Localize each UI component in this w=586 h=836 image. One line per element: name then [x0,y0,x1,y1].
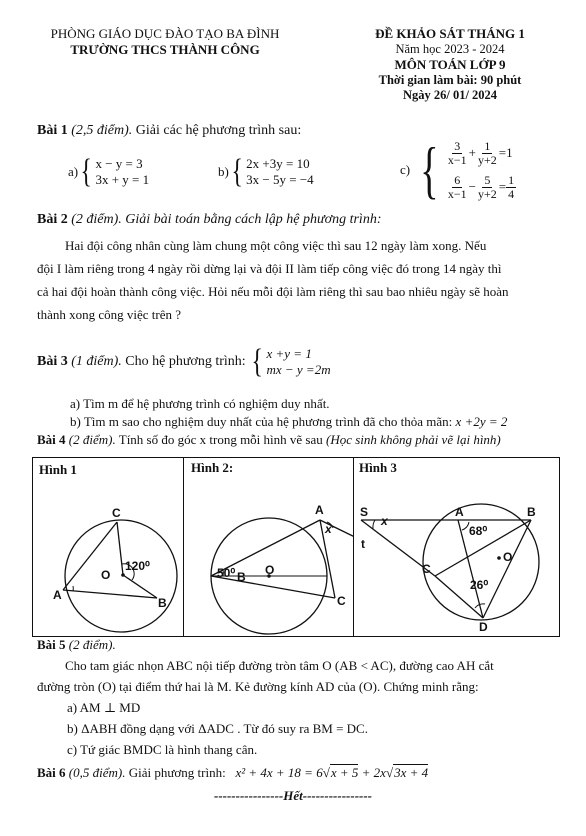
fig2-label-t: t [361,537,365,551]
fig2-label-b: B [237,570,246,584]
bai3-part-b: b) Tìm m sao cho nghiệm duy nhất của hệ phương trình đã cho thỏa mãn: x +2y = 2 [70,414,508,429]
figure-2 [183,458,353,636]
fig2-label-o: O [265,563,275,577]
fig3-label-a: A [455,505,464,519]
bai1-heading: Bài 1 (2,5 điểm). Giải các hệ phương trình sau: [37,123,302,138]
bai2-body: Hai đội công nhân cùng làm chung một công việc thì sau 12 ngày làm xong. Nếu đội I làm riêng trong 4 ngày rồi dừng lại và đội II làm tiếp công việc đó trong 14 ngày thì cả hai đội hoàn thành công việc. Hỏi nếu mỗi đội làm riêng thì sau bao nhiêu ngày sẽ hoàn thành xong công việc trên ? [37,238,509,322]
fig3-label-o: O [503,550,513,564]
fig1-angle-label: 120⁰ [125,559,150,573]
bai5-heading: Bài 5 (2 điểm). [37,637,116,652]
fig3-angle-68: 68⁰ [469,524,488,538]
fig3-label-x: x [381,514,388,528]
fig2-title: Hình 2: [191,460,234,475]
fig1-label-a: A [53,588,62,602]
fig1-title: Hình 1 [39,462,77,477]
fig3-label-c: C [422,562,431,576]
school-year: Năm học 2023 - 2024 [395,42,505,56]
fig3-label-s: S [360,505,369,519]
dept-name: PHÒNG GIÁO DỤC ĐÀO TẠO BA ĐÌNH [50,26,280,41]
fig2-label-x: x [325,522,332,536]
school-name: TRƯỜNG THCS THÀNH CÔNG [70,42,260,57]
fig2-angle-label: 50⁰ [217,566,236,580]
exam-date: Ngày 26/ 01/ 2024 [402,88,498,102]
exam-title: ĐỀ KHẢO SÁT THÁNG 1 [375,26,525,41]
figures-table [32,457,560,637]
bai3-part-a: a) Tìm m để hệ phương trình có nghiệm duy nhất. [70,396,330,411]
duration: Thời gian làm bài: 90 phút [378,73,522,87]
fig3-label-d: D [479,620,488,634]
fig1-label-o: O [101,568,111,582]
figure-3 [353,458,559,636]
fig3-angle-26: 26⁰ [470,578,489,592]
end-marker: ----------------Hết---------------- [213,788,373,803]
fig2-label-a: A [315,503,324,517]
fig1-label-c: C [112,506,121,520]
bai5-body: Cho tam giác nhọn ABC nội tiếp đường tròn tâm O (AB < AC), đường cao AH cắt đường tròn (O) tại điểm thứ hai là M. Kẻ đường kính AD của (O). Chứng minh rằng: a) AM ⊥ MD b) ΔABH đồng dạng với ΔADC . Từ đó suy ra BM = DC. c) Tứ giác BMDC là hình thang cân. [37,658,494,757]
bai2-heading: Bài 2 (2 điểm). Giải bài toán bằng cách lập hệ phương trình: [37,212,382,227]
bai6-heading: Bài 6 (0,5 điểm). Giải phương trình: x² + 4x + 18 = 6√x + 5 + 2x√3x + 4 [37,765,429,780]
fig1-label-b: B [158,596,167,610]
bai1-system-c: c) { $\frac{3}{x-1}$ + $\frac{1}{y+2}$ =1 $\frac{6}{x-1}$ − $\frac{5}{y+2}$ = $\frac{1}{4}$ [400,134,515,205]
bai1-system-a: a) { x − y = 3 3x + y = 1 [68,153,150,190]
fig3-label-b: B [527,505,536,519]
fig2-label-c: C [337,594,346,608]
bai4-heading: Bài 4 (2 điểm). Tính số đo góc x trong mỗi hình vẽ sau (Học sinh không phải vẽ lại hình) [37,432,501,447]
bai6-equation: x² + 4x + 18 = 6√x + 5 + 2x√3x + 4 [235,765,429,780]
bai1-system-b: b) { 2x +3y = 10 3x − 5y = −4 [218,153,314,190]
fig3-title: Hình 3 [359,460,397,475]
subject: MÔN TOÁN LỚP 9 [394,57,506,72]
bai3-heading: Bài 3 (1 điểm). Cho hệ phương trình: { x +y = 1 mx − y =2m [37,343,331,380]
